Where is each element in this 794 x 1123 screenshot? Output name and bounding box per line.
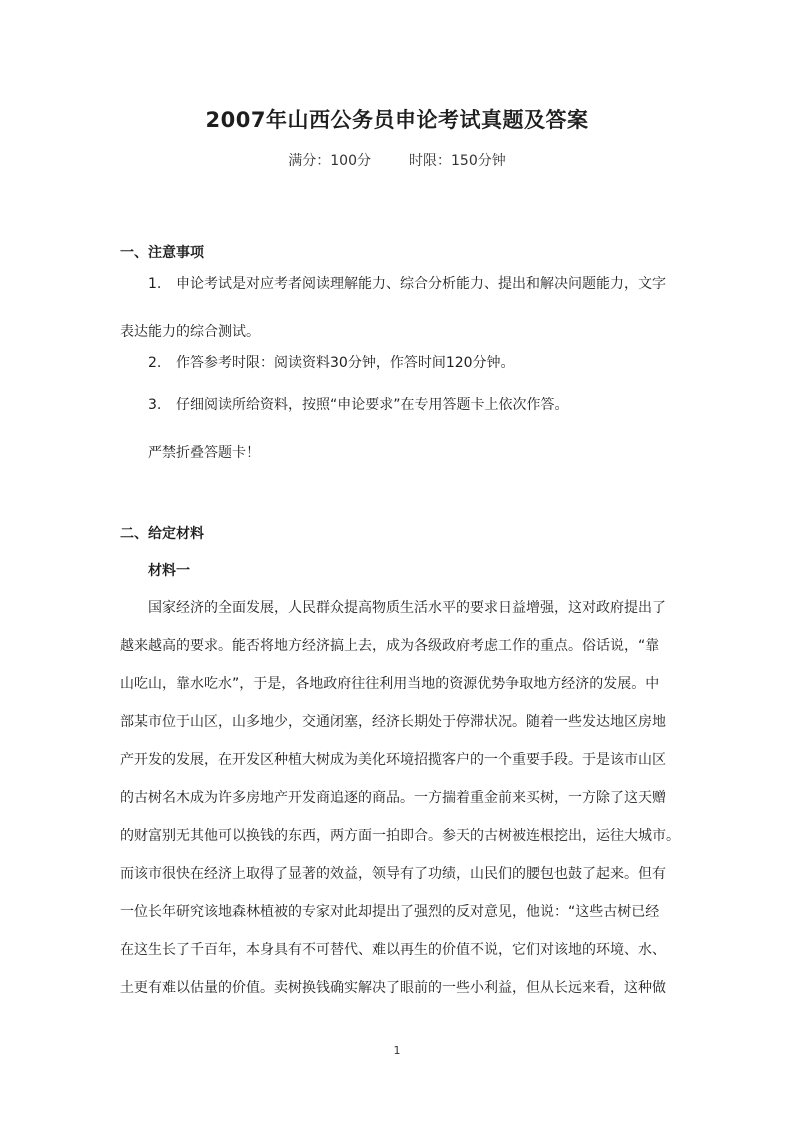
paragraph-line: 在这生长了千百年，本身具有不可替代、难以再生的价值不说，它们对该地的环境、水、 (120, 942, 666, 958)
section-heading-materials: 二、给定材料 (120, 526, 204, 542)
note-item (148, 352, 708, 372)
paragraph-line: 国家经济的全面发展，人民群众提高物质生活水平的要求日益增强，这对政府提出了 (148, 600, 666, 616)
exam-info (0, 150, 794, 170)
paragraph-line: 的财富别无其他可以换钱的东西，两方面一拍即合。参天的古树被连根挖出，运往大城市。 (120, 828, 680, 844)
note-item (148, 273, 708, 293)
warning-text: 严禁折叠答题卡！ (148, 445, 260, 461)
paragraph-line: 越来越高的要求。能否将地方经济搞上去，成为各级政府考虑工作的重点。俗话说，“靠 (120, 638, 660, 654)
note-continuation: 表达能力的综合测试。 (120, 324, 260, 340)
paragraph-line: 而该市很快在经济上取得了显著的效益，领导有了功绩，山民们的腰包也鼓了起来。但有 (120, 866, 666, 882)
paragraph-line: 部某市位于山区，山多地少，交通闭塞，经济长期处于停滞状况。随着一些发达地区房地 (120, 714, 666, 730)
note-number: 1. (148, 276, 162, 292)
paragraph-line: 产开发的发展，在开发区种植大树成为美化环境招揽客户的一个重要手段。于是该市山区 (120, 752, 666, 768)
section-heading-notes: 一、注意事项 (120, 245, 204, 261)
paragraph-line: 一位长年研究该地森林植被的专家对此却提出了强烈的反对意见，他说：“这些古树已经 (120, 904, 660, 920)
note-number: 2. (148, 355, 162, 371)
time-label: 时限：150分钟 (409, 153, 506, 169)
material-heading: 材料一 (148, 563, 190, 579)
note-text: 作答参考时限：阅读资料30分钟，作答时间120分钟。 (176, 355, 515, 371)
note-text: 申论考试是对应考者阅读理解能力、综合分析能力、提出和解决问题能力，文字 (176, 276, 666, 292)
note-item (148, 394, 708, 414)
note-text: 仔细阅读所给资料，按照“申论要求”在专用答题卡上依次作答。 (176, 397, 569, 413)
paragraph-line: 的古树名木成为许多房地产开发商追逐的商品。一方揣着重金前来买树，一方除了这天赠 (120, 790, 666, 806)
note-number: 3. (148, 397, 162, 413)
page-number: 1 (393, 1044, 401, 1057)
paragraph-line: 土更有难以估量的价值。卖树换钱确实解决了眼前的一些小利益，但从长远来看，这种做 (120, 980, 666, 996)
document-title: 2007年山西公务员申论考试真题及答案 (205, 108, 589, 132)
paragraph-line: 山吃山，靠水吃水”，于是，各地政府往往利用当地的资源优势争取地方经济的发展。中 (120, 676, 660, 692)
score-label: 满分：100分 (288, 153, 371, 169)
